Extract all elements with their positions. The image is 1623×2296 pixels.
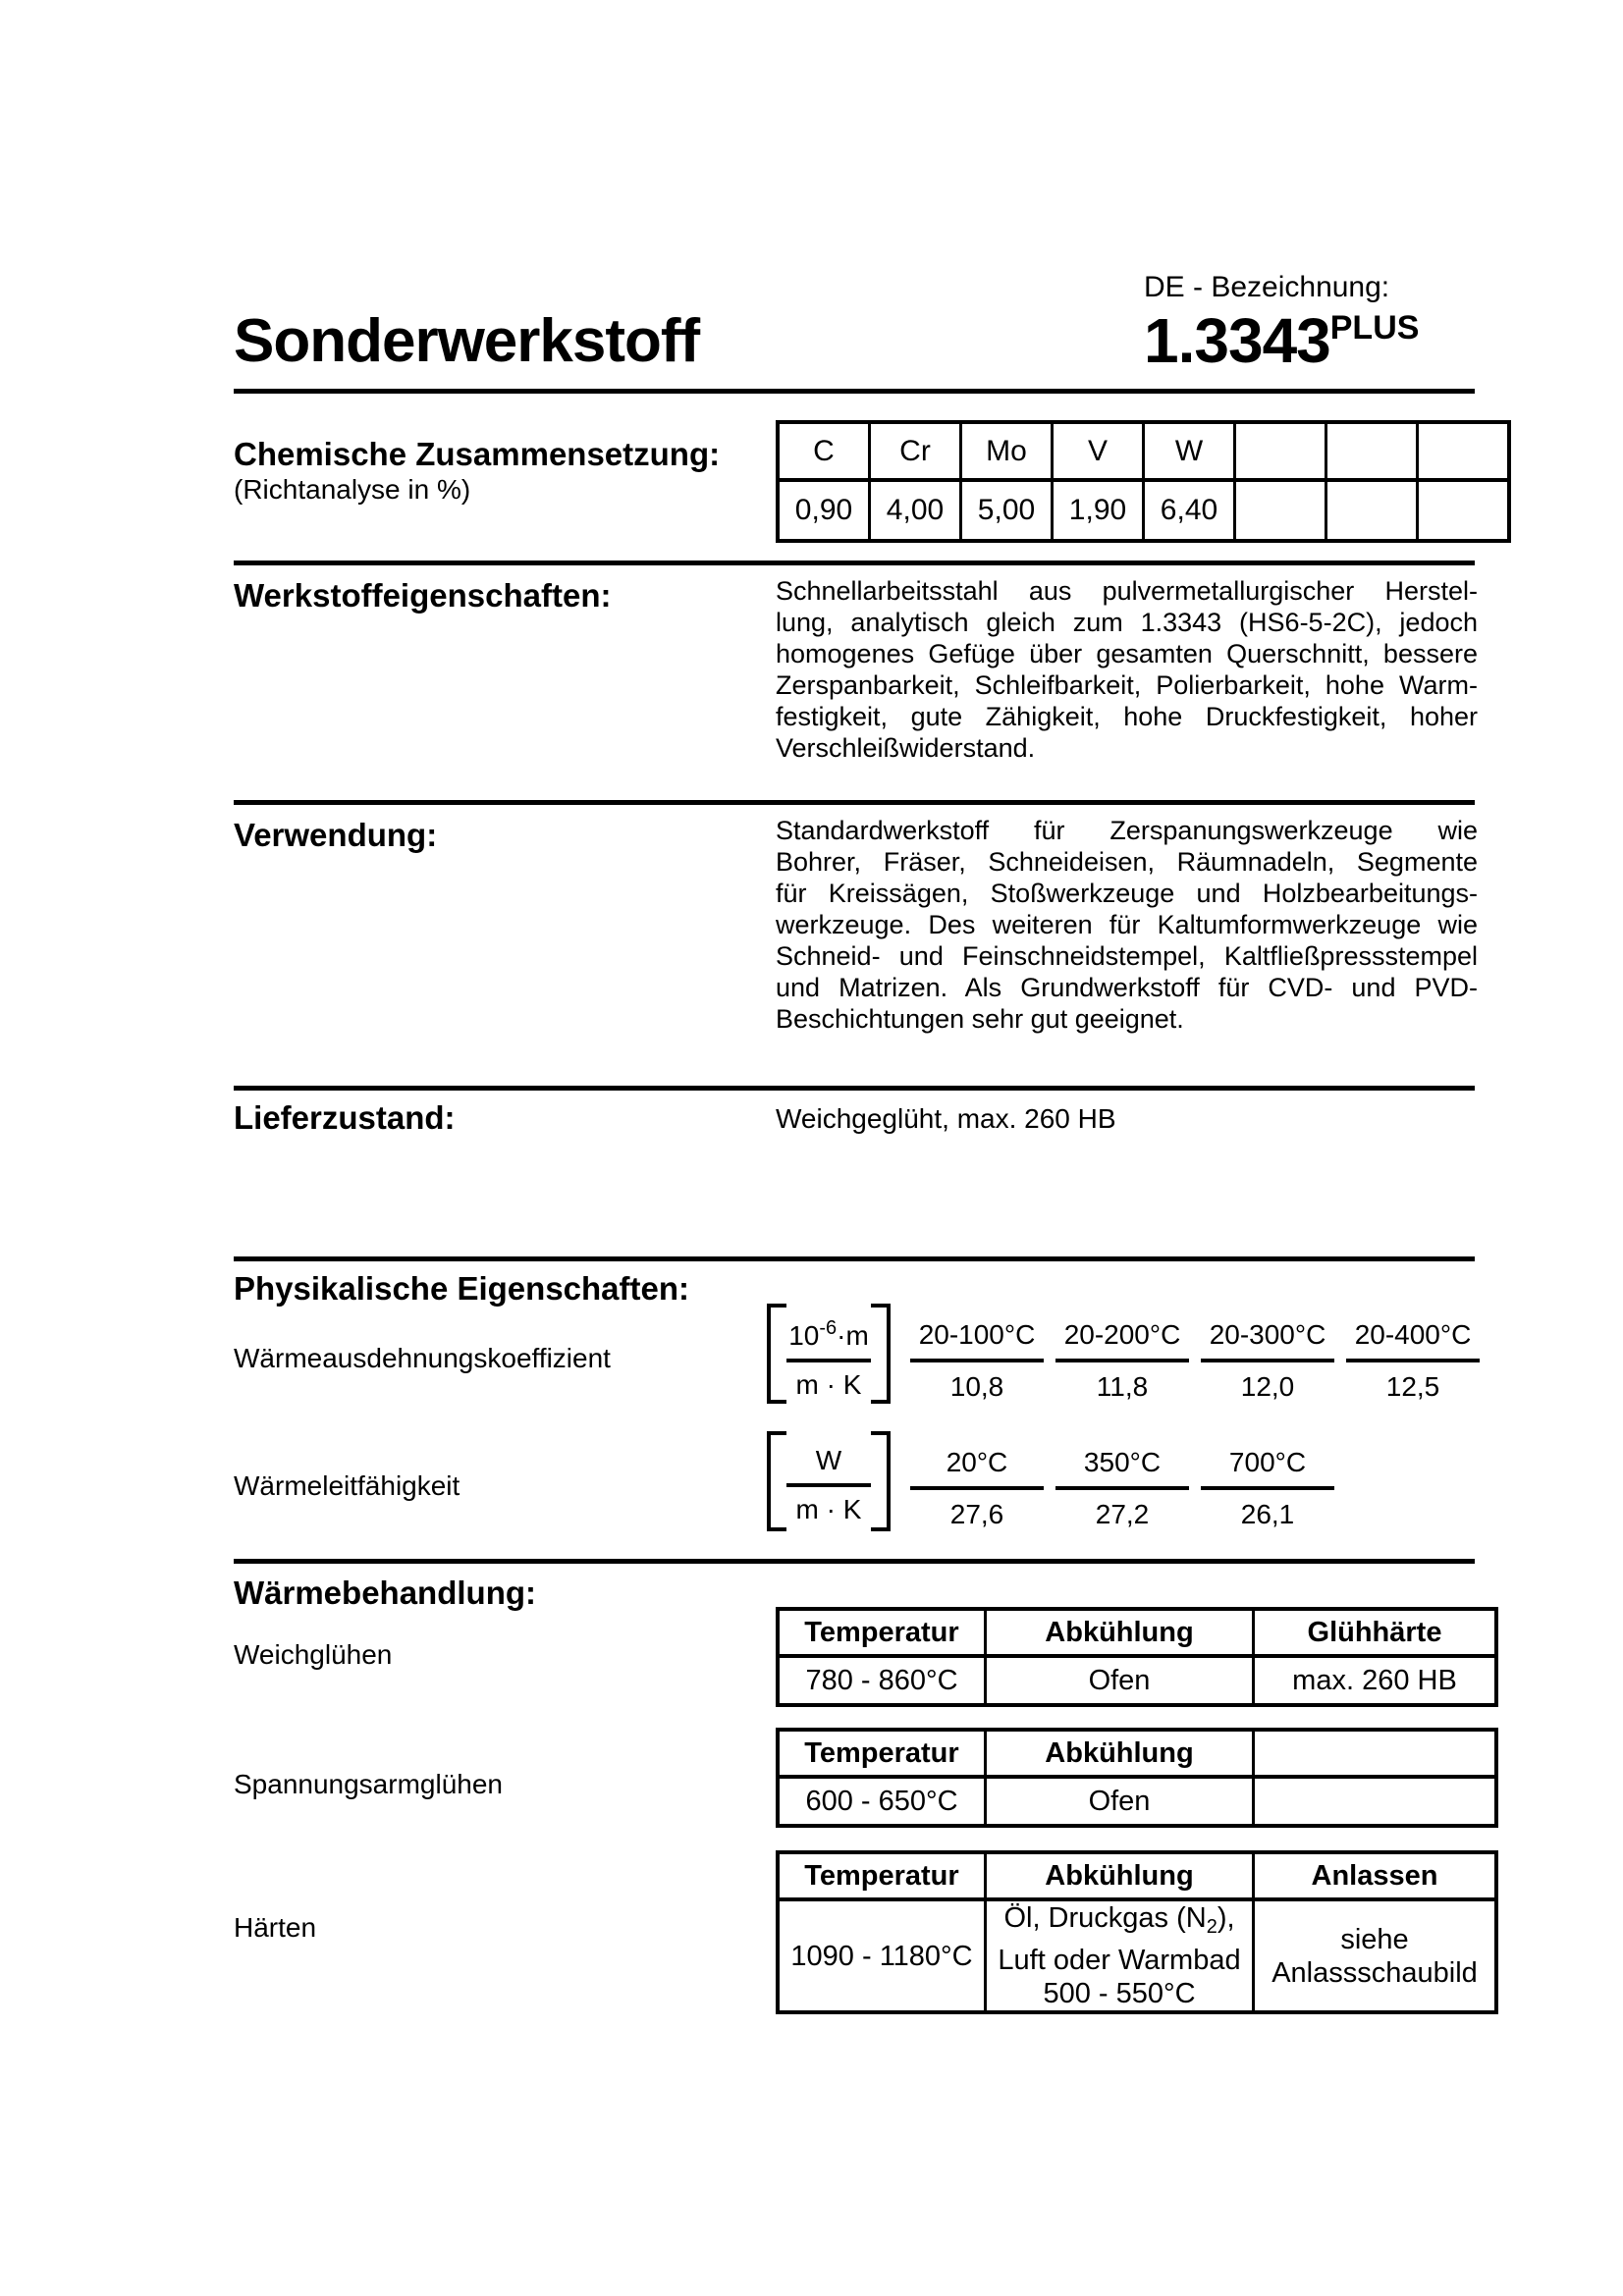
conductivity-label: Wärmeleitfähigkeit — [234, 1470, 460, 1501]
chem-header-cell: V — [1053, 422, 1144, 480]
heat-header-cell: Glühhärte — [1254, 1609, 1497, 1656]
unit-fraction — [775, 1317, 883, 1401]
properties-text-line: lung, analytisch gleich zum 1.3343 (HS6-5-2C), jedoch — [776, 608, 1478, 637]
unit-denominator: m · K — [795, 1369, 862, 1400]
heat-value-cell: 600 - 650°C — [778, 1777, 986, 1826]
physical-heading: Physikalische Eigenschaften: — [234, 1270, 690, 1307]
temp-column — [1055, 1447, 1189, 1530]
page-title: Sonderwerkstoff — [234, 307, 700, 375]
temp-column-header: 20-300°C — [1209, 1319, 1326, 1350]
properties-text — [776, 575, 1478, 764]
divider-rule — [234, 800, 1475, 805]
chem-header-cell: W — [1144, 422, 1235, 480]
heat-header-row — [778, 1609, 1496, 1656]
delivery-value: Weichgeglüht, max. 260 HB — [776, 1103, 1116, 1134]
temp-column-value: 27,6 — [949, 1499, 1004, 1529]
chem-header-cell — [1418, 422, 1510, 480]
divider-rule — [234, 1086, 1475, 1091]
heat-header-cell: Temperatur — [778, 1609, 986, 1656]
chem-value-cell: 1,90 — [1053, 480, 1144, 541]
de-designation-label: DE - Bezeichnung: — [1144, 271, 1390, 303]
usage-text-line: werkzeuge. Des weiteren für Kaltumformwerkzeuge wie — [776, 910, 1478, 939]
fraction-bar — [786, 1483, 871, 1487]
chem-value-cell — [1418, 480, 1510, 541]
subscript-2: 2 — [1206, 1916, 1217, 1938]
heat-treatment-heading: Wärmebehandlung: — [234, 1575, 537, 1611]
properties-text-line: festigkeit, gute Zähigkeit, hohe Druckfestigkeit, hoher — [776, 702, 1478, 731]
temp-column-value: 12,5 — [1385, 1371, 1440, 1402]
chem-table-wrap — [776, 420, 1511, 543]
chem-value-cell — [1235, 480, 1326, 541]
heat-header-cell: Abkühlung — [986, 1609, 1254, 1656]
soft-annealing-label: Weichglühen — [234, 1639, 393, 1670]
chem-header-row — [778, 422, 1509, 480]
temp-column-header: 20°C — [946, 1447, 1008, 1477]
cooling-line — [987, 1901, 1252, 1944]
temp-column — [1055, 1319, 1189, 1403]
soft-annealing-table — [776, 1607, 1498, 1707]
temp-column-header: 700°C — [1228, 1447, 1307, 1477]
properties-text-line: homogenes Gefüge über gesamten Querschnitt, bessere — [776, 639, 1478, 668]
unit-base: 10 — [788, 1320, 820, 1351]
unit-fraction — [775, 1445, 883, 1525]
chem-value-row — [778, 480, 1509, 541]
temp-column-value: 10,8 — [949, 1371, 1004, 1402]
temp-column-header: 20-200°C — [1063, 1319, 1181, 1350]
chem-table — [776, 420, 1511, 543]
temp-column-value: 26,1 — [1240, 1499, 1295, 1529]
usage-text-line: Schneid- und Feinschneidstempel, Kaltfließpressstempel — [776, 941, 1478, 971]
heat-value-cell: Ofen — [986, 1656, 1254, 1705]
stress-relief-label: Spannungsarmglühen — [234, 1769, 503, 1799]
cooling-line: Luft oder Warmbad — [998, 1945, 1241, 1976]
unit-denominator: m · K — [795, 1494, 862, 1524]
heat-value-cell: 780 - 860°C — [778, 1656, 986, 1705]
expansion-columns — [910, 1319, 1480, 1403]
temp-column — [1201, 1447, 1334, 1530]
chem-value-cell — [1326, 480, 1418, 541]
heat-body-row — [778, 1899, 1496, 2012]
tempering-line: siehe — [1340, 1923, 1409, 1955]
divider-rule — [234, 561, 1475, 565]
soft-annealing-table-wrap — [776, 1607, 1498, 1707]
heat-header-cell: Abkühlung — [986, 1730, 1254, 1777]
heat-value-cell: Ofen — [986, 1777, 1254, 1826]
designation-number: 1.3343 — [1144, 305, 1330, 376]
usage-text — [776, 815, 1478, 1035]
properties-heading: Werkstoffeigenschaften: — [234, 577, 612, 614]
heat-header-cell: Abkühlung — [986, 1852, 1254, 1899]
hardening-table — [776, 1850, 1498, 2014]
chem-section-heading: Chemische Zusammensetzung: — [234, 436, 721, 472]
usage-text-line: und Matrizen. Als Grundwerkstoff für CVD- und PVD- — [776, 973, 1478, 1002]
chem-value-cell: 5,00 — [961, 480, 1053, 541]
temp-column — [910, 1447, 1044, 1530]
delivery-heading: Lieferzustand: — [234, 1099, 456, 1136]
tempering-line: Anlassschaubild — [1271, 1956, 1478, 1989]
properties-text-line: Schnellarbeitsstahl aus pulvermetallurgischer Herstel- — [776, 576, 1478, 606]
chem-value-cell: 6,40 — [1144, 480, 1235, 541]
divider-rule — [234, 1559, 1475, 1564]
temp-column-value: 27,2 — [1095, 1499, 1150, 1529]
designation-superscript: PLUS — [1329, 309, 1420, 347]
unit-rest: ·m — [837, 1320, 869, 1351]
heat-header-row — [778, 1852, 1496, 1899]
usage-text-line: Beschichtungen sehr gut geeignet. — [776, 1004, 1184, 1034]
heat-header-cell — [1254, 1730, 1497, 1777]
heat-body-row — [778, 1656, 1496, 1705]
hardening-tempering-cell — [1254, 1899, 1497, 2012]
chem-header-cell: C — [778, 422, 870, 480]
temp-column-header: 350°C — [1083, 1447, 1162, 1477]
temp-column-header: 20-100°C — [918, 1319, 1036, 1350]
temp-column — [1346, 1319, 1480, 1403]
heat-header-cell: Temperatur — [778, 1852, 986, 1899]
hardening-cooling-cell — [986, 1899, 1254, 2012]
temp-column — [1201, 1319, 1334, 1403]
fraction-bar — [786, 1359, 871, 1362]
heat-header-row — [778, 1730, 1496, 1777]
unit-exponent: -6 — [819, 1317, 838, 1339]
stress-relief-table-wrap — [776, 1728, 1498, 1828]
expansion-unit — [767, 1304, 891, 1404]
unit-numerator — [775, 1317, 883, 1352]
chem-value-cell: 4,00 — [870, 480, 961, 541]
heat-value-cell — [1254, 1777, 1497, 1826]
heat-header-cell: Anlassen — [1254, 1852, 1497, 1899]
cooling-text-fragment: Öl, Druckgas (N — [1003, 1902, 1207, 1934]
conductivity-unit — [767, 1431, 891, 1531]
hardening-label: Härten — [234, 1912, 317, 1943]
expansion-label: Wärmeausdehnungskoeffizient — [234, 1343, 611, 1373]
usage-text-line: Bohrer, Fräser, Schneideisen, Räumnadeln, Segmente — [776, 847, 1478, 877]
heat-value-cell: max. 260 HB — [1254, 1656, 1497, 1705]
chem-header-cell: Mo — [961, 422, 1053, 480]
heat-body-row — [778, 1777, 1496, 1826]
usage-text-line: für Kreissägen, Stoßwerkzeuge und Holzbearbeitungs- — [776, 879, 1478, 908]
chem-subheading: (Richtanalyse in %) — [234, 474, 471, 505]
temp-column-header: 20-400°C — [1354, 1319, 1472, 1350]
divider-rule — [234, 389, 1475, 394]
temp-column-value: 12,0 — [1240, 1371, 1295, 1402]
chem-header-cell — [1326, 422, 1418, 480]
divider-rule — [234, 1256, 1475, 1261]
properties-text-line: Zerspanbarkeit, Schleifbarkeit, Polierbarkeit, hohe Warm- — [776, 670, 1478, 700]
stress-relief-table — [776, 1728, 1498, 1828]
temp-column — [910, 1319, 1044, 1403]
hardening-table-wrap — [776, 1850, 1498, 2014]
chem-value-cell: 0,90 — [778, 480, 870, 541]
chem-header-cell: Cr — [870, 422, 961, 480]
cooling-line: 500 - 550°C — [1043, 1978, 1196, 2009]
hardening-temp-cell: 1090 - 1180°C — [778, 1899, 986, 2012]
conductivity-columns — [910, 1447, 1334, 1530]
unit-numerator: W — [815, 1445, 842, 1475]
usage-text-line: Standardwerkstoff für Zerspanungswerkzeuge wie — [776, 816, 1478, 845]
temp-column-value: 11,8 — [1096, 1371, 1149, 1402]
cooling-text-fragment: ), — [1217, 1902, 1235, 1934]
chem-header-cell — [1235, 422, 1326, 480]
material-designation — [1144, 304, 1419, 377]
usage-heading: Verwendung: — [234, 817, 438, 853]
properties-text-line: Verschleißwiderstand. — [776, 733, 1036, 763]
heat-header-cell: Temperatur — [778, 1730, 986, 1777]
